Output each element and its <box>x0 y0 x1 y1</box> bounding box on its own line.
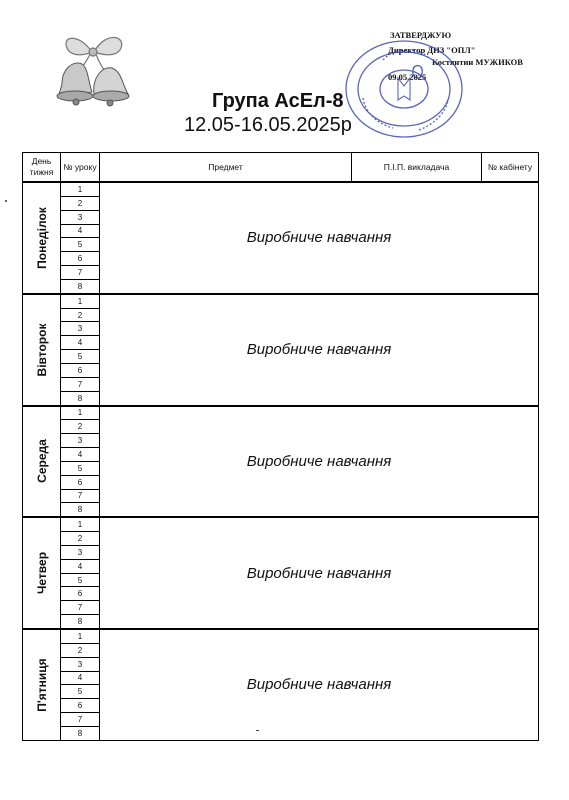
lesson-number: 4 <box>61 559 100 573</box>
lesson-number: 1 <box>61 517 100 531</box>
header-subject: Предмет <box>100 153 352 183</box>
lesson-number: 7 <box>61 489 100 503</box>
day-cell <box>23 294 61 406</box>
lesson-number: 8 <box>61 726 100 740</box>
day-cell <box>23 182 61 294</box>
lesson-number: 1 <box>61 182 100 196</box>
official-stamp <box>343 38 465 140</box>
lesson-number: 2 <box>61 308 100 322</box>
lesson-number: 7 <box>61 377 100 391</box>
lesson-number: 4 <box>61 448 100 462</box>
lesson-number: 3 <box>61 434 100 448</box>
lesson-number: 1 <box>61 406 100 420</box>
day-name: Понеділок <box>34 207 49 269</box>
lesson-number: 1 <box>61 629 100 643</box>
subject-cell: Виробниче навчання <box>100 182 539 294</box>
lesson-row <box>23 629 539 643</box>
approval-position: Директор ДНЗ "ОПЛ" <box>388 45 476 55</box>
lesson-number: 6 <box>61 587 100 601</box>
lesson-number: 7 <box>61 266 100 280</box>
lesson-row <box>23 406 539 420</box>
lesson-number: 4 <box>61 336 100 350</box>
header-room: № кабінету <box>482 153 539 183</box>
lesson-number: 2 <box>61 196 100 210</box>
lesson-row <box>23 517 539 531</box>
day-cell <box>23 406 61 518</box>
lesson-number: 6 <box>61 475 100 489</box>
lesson-number: 2 <box>61 532 100 546</box>
lesson-number: 1 <box>61 294 100 308</box>
approval-name: Костянтин МУЖИКОВ <box>432 57 523 67</box>
day-name: П'ятниця <box>34 658 49 712</box>
subject-cell: Виробниче навчання <box>100 629 539 740</box>
lesson-number: 3 <box>61 545 100 559</box>
approval-date: 09.05.2025 <box>388 72 427 82</box>
lesson-number: 6 <box>61 252 100 266</box>
day-cell <box>23 629 61 740</box>
lesson-number: 3 <box>61 322 100 336</box>
lesson-number: 6 <box>61 699 100 713</box>
day-name: Четвер <box>34 552 49 595</box>
subject-cell: Виробниче навчання <box>100 294 539 406</box>
lesson-number: 4 <box>61 224 100 238</box>
approval-title: ЗАТВЕРДЖУЮ <box>390 30 452 40</box>
lesson-row <box>23 182 539 196</box>
header-row <box>23 153 539 183</box>
header-day: День тижня <box>23 153 61 183</box>
day-cell <box>23 517 61 629</box>
subject-cell: Виробниче навчання <box>100 517 539 629</box>
header-lesson: № уроку <box>61 153 100 183</box>
lesson-number: 7 <box>61 713 100 727</box>
lesson-number: 5 <box>61 685 100 699</box>
lesson-row <box>23 294 539 308</box>
header-teacher: П.І.П. викладача <box>352 153 482 183</box>
lesson-number: 8 <box>61 503 100 517</box>
lesson-number: 5 <box>61 350 100 364</box>
lesson-number: 3 <box>61 210 100 224</box>
lesson-number: 2 <box>61 420 100 434</box>
subject-cell: Виробниче навчання <box>100 406 539 518</box>
lesson-number: 8 <box>61 279 100 293</box>
schedule-table <box>22 152 539 741</box>
lesson-number: 3 <box>61 657 100 671</box>
page-title: Група АсЕл-8 <box>212 90 344 112</box>
lesson-number: 5 <box>61 238 100 252</box>
day-name: Середа <box>34 439 49 484</box>
bells-logo <box>48 22 138 112</box>
day-name: Вівторок <box>34 323 49 377</box>
lesson-number: 4 <box>61 671 100 685</box>
date-range: 12.05-16.05.2025р <box>184 114 352 136</box>
lesson-number: 8 <box>61 391 100 405</box>
lesson-number: 7 <box>61 601 100 615</box>
lesson-number: 5 <box>61 461 100 475</box>
scan-speck <box>5 200 7 202</box>
lesson-number: 5 <box>61 573 100 587</box>
lesson-number: 2 <box>61 643 100 657</box>
lesson-number: 8 <box>61 615 100 629</box>
lesson-number: 6 <box>61 363 100 377</box>
